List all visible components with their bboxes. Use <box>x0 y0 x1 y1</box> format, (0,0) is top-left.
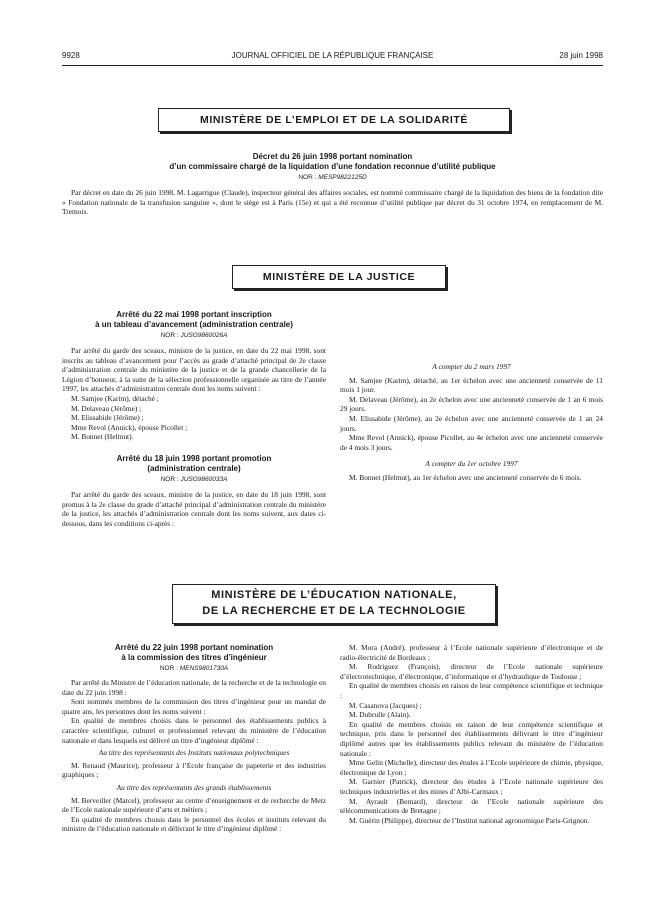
paragraph: Par arrêté du Ministre de l’éducation nationale, de la recherche et de la technologie en date du 22 juin 1998 : <box>62 678 326 697</box>
arrete2-title-line2: (administration centrale) <box>147 463 241 473</box>
list-item: M. Bonnet (Helmut), au 1er échelon avec une ancienneté conservée de 6 mois. <box>349 472 582 482</box>
justice-right-column <box>340 310 603 483</box>
nor-code: JUSG9860033A <box>180 475 228 483</box>
list-item: M. Berveiller (Marcel), professeur au centre d’enseignement et de recherche de Metz de l’Ecole nationale supérieure d’arts et métiers ; <box>62 795 326 815</box>
list-item: M. Ayrault (Bernard), directeur de l’Ecole nationale supérieure des télécommunications de Bretagne ; <box>340 796 603 816</box>
date-subheading: A compter du 1er octobre 1997 <box>425 459 518 469</box>
paragraph: En qualité de membres choisis en raison de leur compétence scientifique et technique : <box>340 681 603 700</box>
page-number: 9928 <box>62 51 80 60</box>
arrete1-nor <box>62 331 326 341</box>
decret-title-line2: d’un commissaire chargé de la liquidation d’une fondation reconnue d’utilité publique <box>169 162 496 171</box>
nor-code: MENS9801730A <box>179 665 229 672</box>
arrete1-body: Par arrêté du garde des sceaux, ministre de la justice, en date du 22 mai 1998, sont inscrits au tableau d’avancement pour l’accès au grade d’attaché principal de 2e classe d’administration centrale du ministère de la justice et de la grande chancellerie de la Légion d’honneur, à la suite de la sélection professionnelle organisée au titre de l’année 1997, les attachés d’administration centrale dont les noms suivent : <box>62 346 326 394</box>
paragraph: Sont nommés membres de la commission des titres d’ingénieur pour un mandat de quatre ans, les personnes dont les noms suivent : <box>62 697 326 716</box>
decret-title-line1: Décret du 26 juin 1998 portant nomination <box>252 152 413 161</box>
arrete2-title-line1: Arrêté du 18 juin 1998 portant promotion <box>116 453 272 463</box>
nor-line <box>62 173 603 183</box>
list-item: M. Rodriguez (François), directeur de l’Ecole nationale supérieure d’électrotechnique, d’électronique, d’informatique et d’hydraulique de Toulouse ; <box>340 662 603 681</box>
decret-body: Par décret en date du 26 juin 1998, M. Lagarrigue (Claude), inspecteur général des affaires sociales, est nommé commissaire chargé de la liquidation des biens de la fondation dite « Fondation nationale de la transfusion sanguine », dont le siège est à Paris (15e) et qui a été reconnue d’utilité publique par décret du 31 octobre 1974, en remplacement de M. Tremois. <box>62 188 603 217</box>
list-item: M. Guérin (Philippe), directeur de l’Institut national agronomique Paris-Grignon. <box>349 815 590 825</box>
nor-code: JUSG9860026A <box>180 332 228 339</box>
nor-label: NOR : <box>298 174 317 181</box>
category-subheading: Au titre des représentants des grands établissements <box>116 782 272 792</box>
list-item: M. Elissabide (Jérôme), au 2e échelon avec une ancienneté conservée de 1 an 24 jours. <box>340 413 603 433</box>
arrete3-nor <box>62 664 326 674</box>
nor-label: NOR : <box>160 332 179 339</box>
paragraph: En qualité de membres choisis dans le personnel des écoles et instituts relevant du ministre de l’éducation nationale et délivrant le titre d’ingénieur diplômé : <box>62 814 326 834</box>
list-item: M. Samjee (Karim), détaché, au 1er échelon avec une ancienneté conservée de 11 mois 1 jour. <box>340 375 603 395</box>
list-item: M. Mora (André), professeur à l’Ecole nationale supérieure d’électronique et de radio-électricité de Bordeaux ; <box>340 643 603 662</box>
education-left-column <box>62 643 326 834</box>
nor-label: NOR : <box>160 475 179 483</box>
list-item: M. Renaud (Maurice), professeur à l’Ecole française de papeterie et des industries graphiques ; <box>62 760 326 780</box>
category-subheading: Au titre des représentants des Instituts nationaux polytechniques <box>98 748 290 758</box>
ministry-justice-banner: MINISTÈRE DE LA JUSTICE <box>232 265 446 289</box>
ministry-education-line2: DE LA RECHERCHE ET DE LA TECHNOLOGIE <box>202 605 466 617</box>
decret-emploi <box>62 152 603 217</box>
education-right-column <box>340 643 603 825</box>
ministry-emploi-banner: MINISTÈRE DE L’EMPLOI ET DE LA SOLIDARITÉ <box>158 108 510 132</box>
arrete2-body: Par arrêté du garde des sceaux, ministre de la justice, en date du 18 juin 1998, sont promus à la 2e classe du grade d’attaché principal d’administration centrale du ministère de la justice, les attachés d’administration centrale dont les noms suivent, aux dates ci-dessous, dans les conditions ci-après : <box>62 489 326 528</box>
list-item: M. Delaveau (Jérôme), au 2e échelon avec une ancienneté conservée de 1 an 6 mois 29 jours. <box>340 394 603 414</box>
arrete3-title-line2: à la commission des titres d’ingénieur <box>121 653 267 662</box>
list-item: M. Bonnet (Helmut). <box>71 432 134 442</box>
paragraph: En qualité de membres choisis dans le personnel des établissements publics à caractère scientifique, culturel et professionnel relevant du ministère de l’éducation nationale et dans lesquels est délivré un titre d’ingénieur diplômé : <box>62 716 326 745</box>
list-item: Mme Gelin (Michelle), directeur des études à l’Ecole supérieure de chimie, physique, électronique de Lyon ; <box>340 758 603 777</box>
list-item: M. Delaveau (Jérôme) ; <box>71 403 142 413</box>
date-subheading: A compter du 2 mars 1997 <box>432 362 511 371</box>
ministry-education-banner <box>172 584 496 624</box>
list-item: M. Samjee (Karim), détaché ; <box>71 393 159 403</box>
list-item: M. Dubrulle (Alain). <box>349 710 411 720</box>
arrete1-title-line1: Arrêté du 22 mai 1998 portant inscription <box>116 310 272 319</box>
page-header <box>62 51 603 65</box>
list-item: Mme Revol (Annick), épouse Picollet ; <box>71 422 188 432</box>
list-item: M. Casanova (Jacques) ; <box>349 700 422 710</box>
arrete1-title-line2: à un tableau d’avancement (administration centrale) <box>95 320 293 329</box>
ministry-education-line1: MINISTÈRE DE L’ÉDUCATION NATIONALE, <box>211 589 457 601</box>
arrete2-nor <box>62 475 326 485</box>
issue-date: 28 juin 1998 <box>559 51 603 60</box>
justice-left-column <box>62 310 326 528</box>
arrete3-title-line1: Arrêté du 22 juin 1998 portant nomination <box>114 643 274 652</box>
nor-label: NOR : <box>159 665 178 672</box>
journal-title: JOURNAL OFFICIEL DE LA RÉPUBLIQUE FRANÇAISE <box>231 51 434 60</box>
list-item: Mme Revol (Annick), épouse Picollet, au 4e échelon avec une ancienneté conservée de 4 mois 3 jours. <box>340 433 603 452</box>
paragraph: En qualité de membres choisis en raison de leur compétence scientifique et technique, pris dans le personnel des établissements délivrant le titre d’ingénieur diplômé autres que les établissements publics relevant du ministère de l’éducation nationale : <box>340 719 603 758</box>
nor-code: MESP9822125D <box>318 174 367 181</box>
header-rule <box>62 65 603 66</box>
list-item: M. Garnier (Patrick), directeur des études à l’Ecole nationale supérieure des techniques industrielles et des mines d’Albi-Carmaux ; <box>340 777 603 796</box>
list-item: M. Elissabide (Jérôme) ; <box>71 413 144 423</box>
